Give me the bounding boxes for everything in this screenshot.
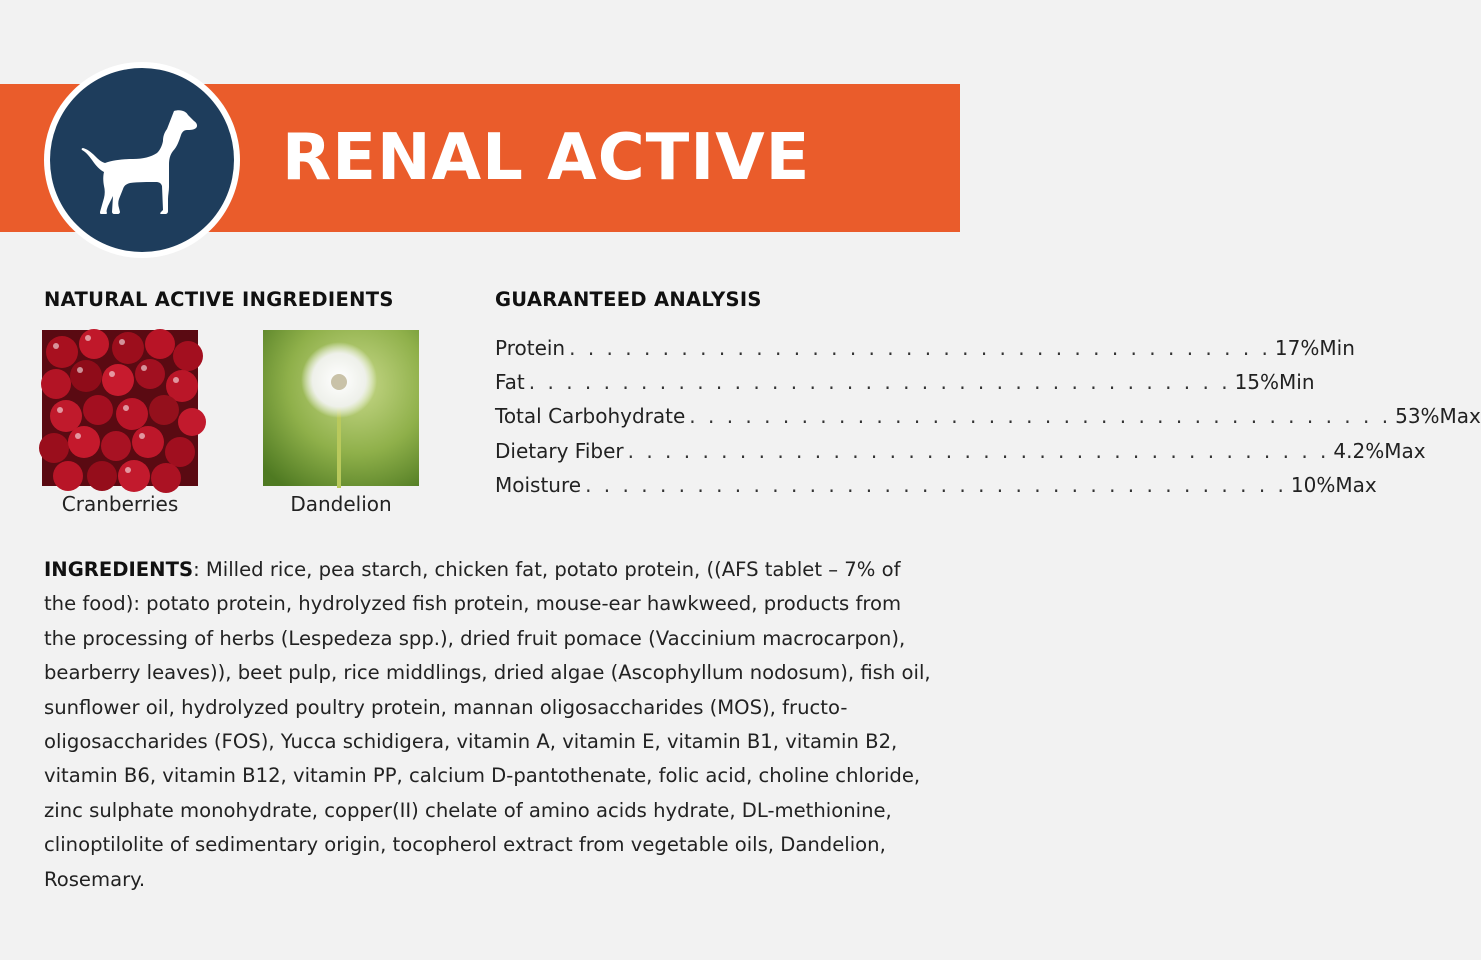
nutrient-amount: 15% [1234,370,1280,394]
badge-circle [50,68,234,252]
nutrient-name: Fat [495,370,525,394]
dot-leader: . . . . . . . . . . . . . . . . . . . . . . . . . . . . . . . . . . . . . . [627,439,1330,463]
nutrient-name: Total Carbohydrate [495,404,686,428]
dandelion-caption: Dandelion [290,492,392,516]
dog-badge [44,62,240,258]
nutrient-name: Moisture [495,473,582,497]
natural-ingredients-heading: NATURAL ACTIVE INGREDIENTS [44,288,394,311]
analysis-row-total-carbohydrate [495,401,1481,431]
ingredients-text: : Milled rice, pea starch, chicken fat, potato protein, ((AFS tablet – 7% of the food): potato protein, hydrolyzed fish protein, mouse-ear hawkweed, products from the processing of herbs (Lespedeza spp.), dried fruit pomace (Vaccinium macrocarpon), bearberry leaves)), beet pulp, rice middlings, dried algae (Ascophyllum nodosum), fish oil, sunflower oil, hydrolyzed poultry protein, mannan oligosaccharides (MOS), fructo-oligosaccharides (FOS), Yucca schidigera, vitamin A, vitamin E, vitamin B1, vitamin B2, vitamin B6, vitamin B12, vitamin PP, calcium D-pantothenate, folic acid, choline chloride, zinc sulphate monohydrate, copper(II) chelate of amino acids hydrate, DL-methionine, clinoptilolite of sedimentary origin, tocopherol extract from vegetable oils, Dandelion, Rosemary. [44,558,931,891]
dot-leader: . . . . . . . . . . . . . . . . . . . . . . . . . . . . . . . . . . . . . . [569,336,1271,360]
nutrient-name: Protein [495,336,566,360]
nutrient-name: Dietary Fiber [495,439,624,463]
dandelion-image [263,330,419,486]
nutrient-qualifier: Max [1335,473,1377,497]
nutrient-qualifier: Min [1279,370,1315,394]
product-title: RENAL ACTIVE [282,121,811,195]
cranberries-caption: Cranberries [61,492,179,516]
analysis-row-protein [495,333,1355,363]
analysis-row-dietary-fiber [495,436,1426,466]
guaranteed-analysis-heading: GUARANTEED ANALYSIS [495,288,762,311]
nutrient-amount: 53% [1395,404,1440,428]
nutrient-qualifier: Max [1439,404,1481,428]
analysis-row-moisture [495,470,1377,500]
cranberries-image [42,330,198,486]
nutrient-qualifier: Min [1319,336,1355,360]
ingredients-paragraph [44,553,934,897]
nutrient-amount: 17% [1274,336,1320,360]
nutrient-qualifier: Max [1384,439,1426,463]
ingredients-label: INGREDIENTS [44,558,194,581]
dandelion-photo [263,330,419,486]
dog-icon [82,105,202,215]
dot-leader: . . . . . . . . . . . . . . . . . . . . . . . . . . . . . . . . . . . . . . [528,370,1231,394]
cranberries-photo [42,330,198,486]
dot-leader: . . . . . . . . . . . . . . . . . . . . . . . . . . . . . . . . . . . . . . [689,404,1392,428]
dot-leader: . . . . . . . . . . . . . . . . . . . . . . . . . . . . . . . . . . . . . . [585,473,1287,497]
analysis-row-fat [495,367,1315,397]
nutrient-amount: 4.2% [1333,439,1385,463]
nutrient-amount: 10% [1290,473,1336,497]
